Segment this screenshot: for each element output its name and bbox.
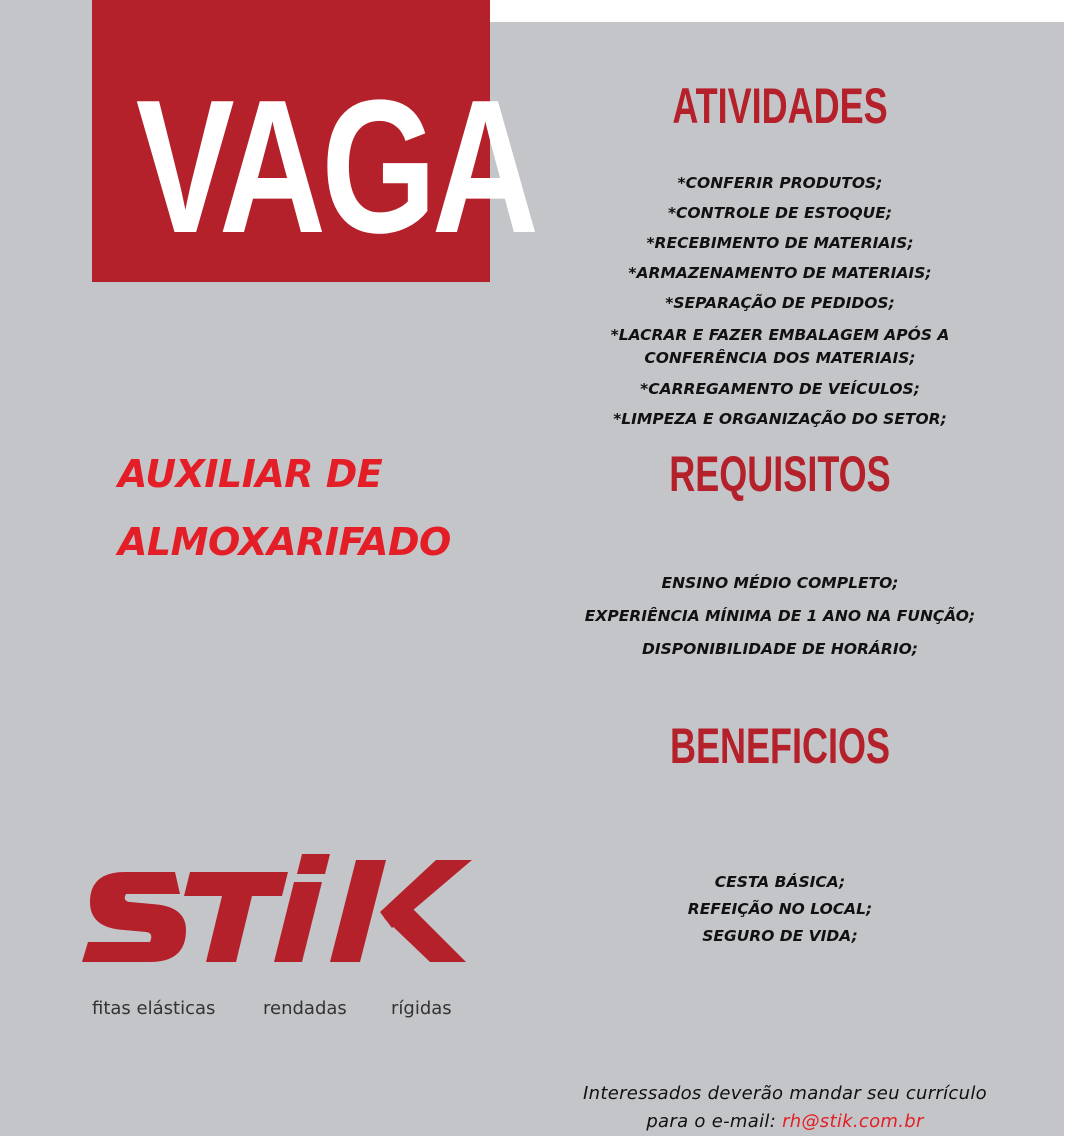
requisitos-list xyxy=(555,567,1005,666)
list-item: *CARREGAMENTO DE VEÍCULOS; xyxy=(640,380,920,398)
list-item: REFEIÇÃO NO LOCAL; xyxy=(687,900,873,918)
list-item: *CONTROLE DE ESTOQUE; xyxy=(667,204,893,222)
beneficios-list xyxy=(555,869,1005,950)
logo-tagline xyxy=(92,998,472,1028)
tagline-item: fitas elásticas xyxy=(92,998,216,1019)
list-item: EXPERIÊNCIA MÍNIMA DE 1 ANO NA FUNÇÃO; xyxy=(584,607,976,625)
vaga-banner xyxy=(92,0,535,282)
top-white-strip xyxy=(490,0,1064,22)
list-item: *ARMAZENAMENTO DE MATERIAIS; xyxy=(628,264,932,282)
list-item: *CONFERIR PRODUTOS; xyxy=(677,174,883,192)
job-title-line-2: ALMOXARIFADO xyxy=(118,520,451,564)
list-item: *RECEBIMENTO DE MATERIAIS; xyxy=(646,234,914,252)
stik-logo-mark xyxy=(82,854,472,962)
list-item: *LACRAR E FAZER EMBALAGEM APÓS A xyxy=(610,326,950,344)
tagline-item: rígidas xyxy=(391,998,452,1019)
stik-logo xyxy=(80,850,480,990)
list-item-wrapped xyxy=(555,318,1005,374)
contact-email: rh@stik.com.br xyxy=(782,1111,924,1132)
atividades-heading: ATIVIDADES xyxy=(672,78,888,134)
tagline-item: rendadas xyxy=(263,998,347,1019)
contact-line-2 xyxy=(540,1108,1030,1136)
atividades-list xyxy=(555,168,1005,434)
list-item: *SEPARAÇÃO DE PEDIDOS; xyxy=(665,294,895,312)
beneficios-heading: BENEFICIOS xyxy=(669,718,891,774)
right-white-strip xyxy=(1064,0,1080,1136)
contact-info xyxy=(540,1080,1030,1136)
list-item: *LIMPEZA E ORGANIZAÇÃO DO SETOR; xyxy=(613,410,947,428)
contact-line-1: Interessados deverão mandar seu currículo xyxy=(583,1083,987,1104)
list-item: ENSINO MÉDIO COMPLETO; xyxy=(661,574,899,592)
job-title xyxy=(118,440,498,576)
list-item: CESTA BÁSICA; xyxy=(714,873,846,891)
list-item: DISPONIBILIDADE DE HORÁRIO; xyxy=(641,640,919,658)
requisitos-heading: REQUISITOS xyxy=(669,446,891,502)
list-item: CONFERÊNCIA DOS MATERIAIS; xyxy=(644,349,916,367)
list-item: SEGURO DE VIDA; xyxy=(702,927,858,945)
job-title-line-1: AUXILIAR DE xyxy=(118,452,383,496)
contact-prefix: para o e-mail: xyxy=(646,1111,777,1132)
vaga-label: VAGA xyxy=(135,61,535,273)
